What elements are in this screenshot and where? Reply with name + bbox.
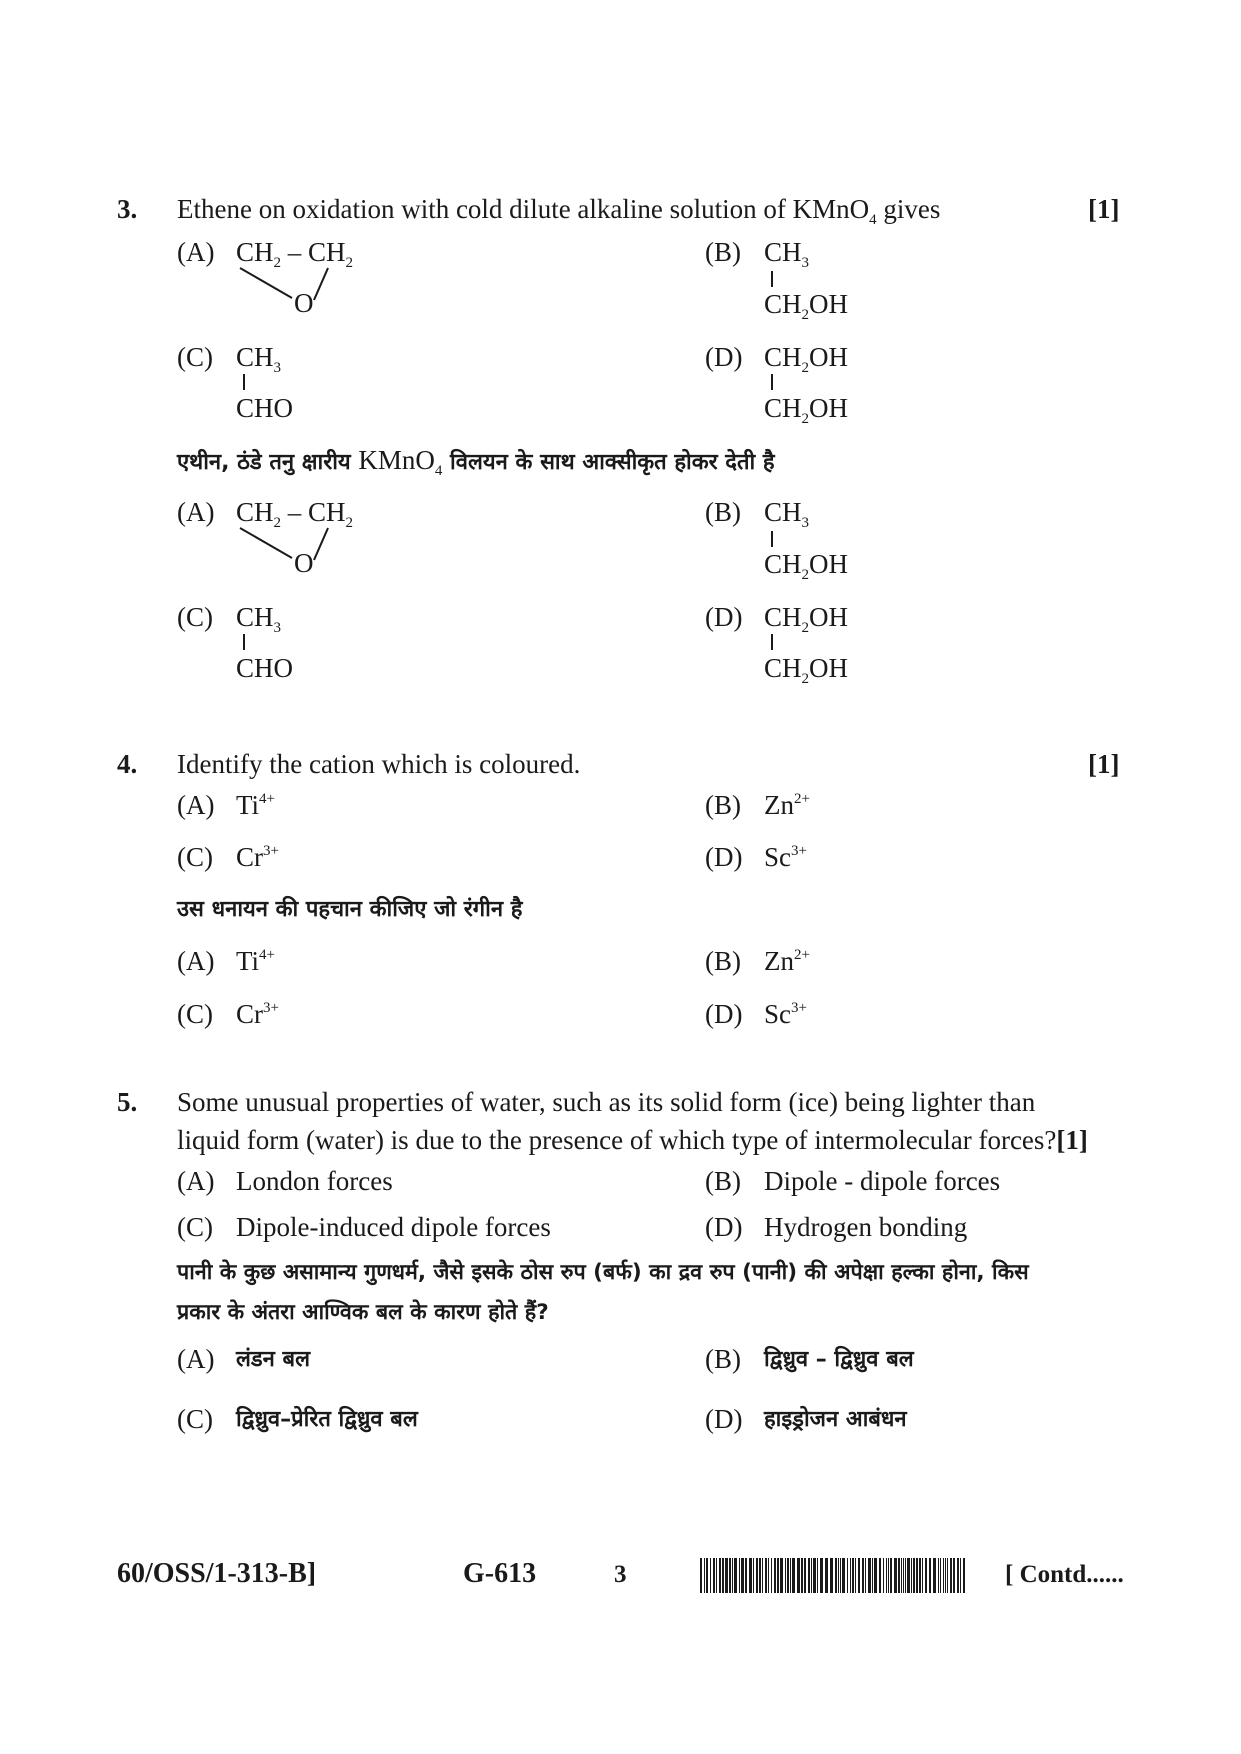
option-b-ion: $Zn^{2+}$: [764, 946, 810, 976]
option-d-text: Hydrogen bonding: [764, 1212, 968, 1242]
page-number: 3: [614, 1561, 627, 1588]
option-d-label: (D): [705, 1404, 743, 1434]
option-b-label: (B): [705, 1166, 741, 1196]
hydroxymethyl-group: $CH_2OH$: [764, 549, 849, 583]
bond-line: [243, 634, 245, 650]
option-a-label: (A): [177, 790, 215, 820]
option-c-ion: $Cr^{3+}$: [236, 999, 279, 1029]
option-a-label: (A): [177, 946, 215, 976]
option-b-ion: $Zn^{2+}$: [764, 790, 810, 820]
option-c-label: (C): [177, 1212, 213, 1242]
methyl-group: $CH_3$: [764, 497, 810, 531]
option-d-label: (D): [705, 842, 743, 872]
question-text: Ethene on oxidation with cold dilute alkaline solution of KMnO$_4$ gives: [177, 194, 941, 228]
option-c-label: (C): [177, 842, 213, 872]
option-c-text-hindi: द्विध्रुव–प्रेरित द्विध्रुव बल: [236, 1407, 418, 1432]
hydroxymethyl-group: $CH_2OH$: [764, 289, 849, 323]
question-text-line2: liquid form (water) is due to the presence of which type of intermolecular forces?[1]: [177, 1125, 1088, 1155]
aldehyde-group: CHO: [236, 653, 294, 683]
option-d-label: (D): [705, 999, 743, 1029]
option-a-ion: $Ti^{4+}$: [236, 790, 276, 820]
question-text-hindi-line1: पानी के कुछ असामान्य गुणधर्म, जैसे इसके ठोस रुप (बर्फ) का द्रव रुप (पानी) की अपेक्षा हल्का होना, किस: [177, 1260, 1029, 1285]
question-number: 4.: [117, 749, 138, 779]
option-d-text-hindi: हाइड्रोजन आबंधन: [764, 1407, 907, 1432]
epoxide-formula: $CH_2 - CH_2$: [236, 497, 354, 531]
methyl-group: $CH_3$: [236, 602, 282, 636]
option-b-label: (B): [705, 237, 741, 267]
option-b-text: Dipole - dipole forces: [764, 1166, 1001, 1196]
marks: [1]: [1088, 194, 1120, 224]
option-b-label: (B): [705, 497, 741, 527]
option-d-ion: $Sc^{3+}$: [764, 842, 807, 872]
question-number: 3.: [117, 194, 138, 224]
option-d-label: (D): [705, 1212, 743, 1242]
barcode: [700, 1558, 968, 1593]
option-d-label: (D): [705, 342, 743, 372]
option-c-label: (C): [177, 602, 213, 632]
option-a-label: (A): [177, 497, 215, 527]
hydroxymethyl-group: $CH_2OH$: [764, 393, 849, 427]
option-c-text: Dipole-induced dipole forces: [236, 1212, 551, 1242]
option-c-label: (C): [177, 1404, 213, 1434]
option-c-label: (C): [177, 342, 213, 372]
aldehyde-group: CHO: [236, 393, 294, 423]
epoxide-formula: $CH_2 - CH_2$: [236, 237, 354, 271]
question-text: Identify the cation which is coloured.: [177, 749, 581, 779]
option-a-label: (A): [177, 1344, 215, 1374]
methyl-group: $CH_3$: [236, 342, 282, 376]
continued-label: [ Contd......: [1005, 1561, 1124, 1588]
question-text-hindi-line2: प्रकार के अंतरा आण्विक बल के कारण होते हैं?: [177, 1300, 549, 1325]
hydroxymethyl-group: $CH_2OH$: [764, 342, 849, 376]
option-b-text-hindi: द्विध्रुव – द्विध्रुव बल: [764, 1347, 914, 1372]
bond-line: [771, 531, 773, 547]
bond-line: [771, 374, 773, 390]
question-text-line1: Some unusual properties of water, such as its solid form (ice) being lighter than: [177, 1087, 1036, 1117]
option-b-label: (B): [705, 1344, 741, 1374]
question-text-hindi: उस धनायन की पहचान कीजिए जो रंगीन है: [177, 897, 523, 922]
option-a-text: London forces: [236, 1166, 393, 1196]
hydroxymethyl-group: $CH_2OH$: [764, 653, 849, 687]
question-number: 5.: [117, 1087, 138, 1117]
option-c-ion: $Cr^{3+}$: [236, 842, 279, 872]
option-a-text-hindi: लंडन बल: [236, 1347, 311, 1372]
question-text-hindi: एथीन, ठंडे तनु क्षारीय KMnO$_4$ विलयन के साथ आक्सीकृत होकर देती है: [177, 445, 775, 479]
option-b-label: (B): [705, 946, 741, 976]
option-b-label: (B): [705, 790, 741, 820]
bond-line: [771, 271, 773, 287]
option-a-label: (A): [177, 237, 215, 267]
paper-code: 60/OSS/1-313-B]: [117, 1558, 317, 1589]
series-code: G-613: [463, 1558, 537, 1589]
option-a-ion: $Ti^{4+}$: [236, 946, 276, 976]
option-a-label: (A): [177, 1166, 215, 1196]
marks: [1]: [1088, 749, 1120, 779]
methyl-group: $CH_3$: [764, 237, 810, 271]
hydroxymethyl-group: $CH_2OH$: [764, 602, 849, 636]
oxygen-atom: O: [294, 548, 314, 578]
option-d-label: (D): [705, 602, 743, 632]
option-d-ion: $Sc^{3+}$: [764, 999, 807, 1029]
bond-line: [243, 374, 245, 390]
option-c-label: (C): [177, 999, 213, 1029]
epoxide-bonds: [236, 265, 336, 318]
bond-line: [771, 634, 773, 650]
marks: [1]: [1056, 1125, 1088, 1155]
oxygen-atom: O: [294, 288, 314, 318]
epoxide-bonds: [236, 525, 336, 578]
